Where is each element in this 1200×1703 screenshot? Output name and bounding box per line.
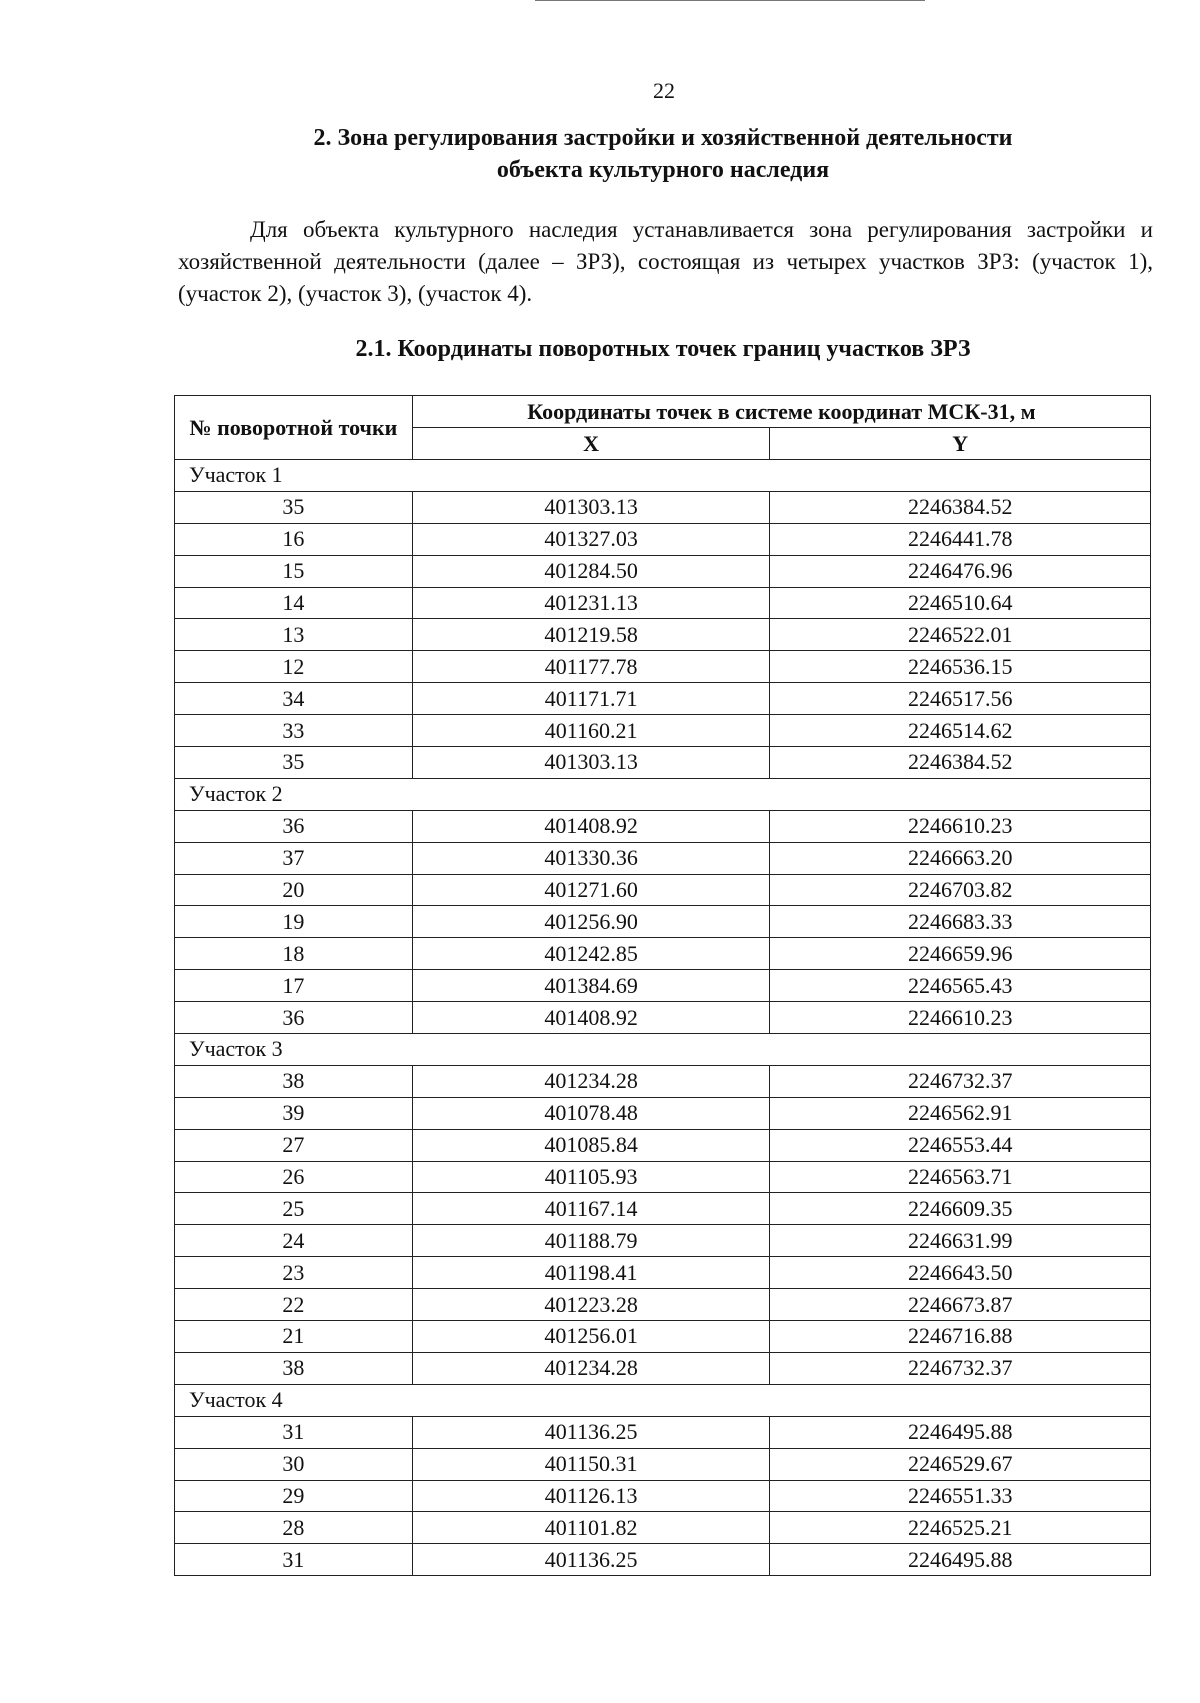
- y-coordinate-cell: 2246683.33: [770, 906, 1151, 938]
- x-coordinate-cell: 401327.03: [412, 523, 770, 555]
- section-row: [175, 778, 1151, 810]
- point-number-cell: 33: [175, 715, 413, 747]
- point-number-cell: 23: [175, 1257, 413, 1289]
- section-row: [175, 460, 1151, 492]
- point-number-cell: 17: [175, 970, 413, 1002]
- table-row: [175, 810, 1151, 842]
- x-coordinate-cell: 401219.58: [412, 619, 770, 651]
- x-coordinate-cell: 401160.21: [412, 715, 770, 747]
- point-number-cell: 29: [175, 1480, 413, 1512]
- table-row: [175, 1480, 1151, 1512]
- section-row: [175, 1034, 1151, 1066]
- point-number-cell: 19: [175, 906, 413, 938]
- table-row: [175, 747, 1151, 779]
- point-number-cell: 12: [175, 651, 413, 683]
- y-coordinate-cell: 2246536.15: [770, 651, 1151, 683]
- table-row: [175, 1065, 1151, 1097]
- table-row: [175, 715, 1151, 747]
- x-coordinate-cell: 401078.48: [412, 1097, 770, 1129]
- point-number-cell: 14: [175, 587, 413, 619]
- y-coordinate-cell: 2246703.82: [770, 874, 1151, 906]
- y-coordinate-cell: 2246553.44: [770, 1129, 1151, 1161]
- point-number-cell: 24: [175, 1225, 413, 1257]
- table-row: [175, 1448, 1151, 1480]
- y-coordinate-cell: 2246643.50: [770, 1257, 1151, 1289]
- point-number-cell: 18: [175, 938, 413, 970]
- point-number-cell: 36: [175, 1002, 413, 1034]
- point-number-cell: 16: [175, 523, 413, 555]
- x-coordinate-cell: 401167.14: [412, 1193, 770, 1225]
- point-number-cell: 31: [175, 1544, 413, 1576]
- x-coordinate-cell: 401198.41: [412, 1257, 770, 1289]
- table-row: [175, 587, 1151, 619]
- table-row: [175, 970, 1151, 1002]
- x-coordinate-cell: 401256.90: [412, 906, 770, 938]
- table-row: [175, 1225, 1151, 1257]
- point-number-cell: 21: [175, 1321, 413, 1353]
- y-coordinate-cell: 2246551.33: [770, 1480, 1151, 1512]
- y-coordinate-cell: 2246495.88: [770, 1416, 1151, 1448]
- table-row: [175, 1161, 1151, 1193]
- x-coordinate-cell: 401303.13: [412, 747, 770, 779]
- x-coordinate-cell: 401231.13: [412, 587, 770, 619]
- y-coordinate-cell: 2246732.37: [770, 1352, 1151, 1384]
- x-coordinate-cell: 401384.69: [412, 970, 770, 1002]
- point-number-cell: 26: [175, 1161, 413, 1193]
- x-coordinate-cell: 401256.01: [412, 1321, 770, 1353]
- table-row: [175, 1544, 1151, 1576]
- point-number-cell: 35: [175, 491, 413, 523]
- y-coordinate-cell: 2246609.35: [770, 1193, 1151, 1225]
- header-y: Y: [770, 428, 1151, 460]
- y-coordinate-cell: 2246562.91: [770, 1097, 1151, 1129]
- y-coordinate-cell: 2246514.62: [770, 715, 1151, 747]
- table-row: [175, 555, 1151, 587]
- point-number-cell: 38: [175, 1065, 413, 1097]
- table-row: [175, 651, 1151, 683]
- y-coordinate-cell: 2246525.21: [770, 1512, 1151, 1544]
- point-number-cell: 15: [175, 555, 413, 587]
- intro-paragraph: Для объекта культурного наследия устанавливается зона регулирования застройки и хозяйственной деятельности (далее – ЗРЗ), состоящая из четырех участков ЗРЗ: (участок 1), (участок 2), (участок 3), (участок 4).: [178, 217, 1153, 306]
- table-row: [175, 842, 1151, 874]
- x-coordinate-cell: 401085.84: [412, 1129, 770, 1161]
- table-row: [175, 1321, 1151, 1353]
- x-coordinate-cell: 401177.78: [412, 651, 770, 683]
- point-number-cell: 25: [175, 1193, 413, 1225]
- point-number-cell: 13: [175, 619, 413, 651]
- table-row: [175, 1289, 1151, 1321]
- table-row: [175, 1416, 1151, 1448]
- y-coordinate-cell: 2246610.23: [770, 1002, 1151, 1034]
- table-row: [175, 1512, 1151, 1544]
- table-row: [175, 1193, 1151, 1225]
- point-number-cell: 22: [175, 1289, 413, 1321]
- y-coordinate-cell: 2246659.96: [770, 938, 1151, 970]
- section-title-cell: Участок 4: [175, 1384, 1151, 1416]
- y-coordinate-cell: 2246510.64: [770, 587, 1151, 619]
- table-row: [175, 1257, 1151, 1289]
- point-number-cell: 38: [175, 1352, 413, 1384]
- y-coordinate-cell: 2246522.01: [770, 619, 1151, 651]
- x-coordinate-cell: 401408.92: [412, 810, 770, 842]
- table-row: [175, 938, 1151, 970]
- y-coordinate-cell: 2246384.52: [770, 747, 1151, 779]
- y-coordinate-cell: 2246565.43: [770, 970, 1151, 1002]
- y-coordinate-cell: 2246631.99: [770, 1225, 1151, 1257]
- section-row: [175, 1384, 1151, 1416]
- y-coordinate-cell: 2246673.87: [770, 1289, 1151, 1321]
- x-coordinate-cell: 401101.82: [412, 1512, 770, 1544]
- point-number-cell: 28: [175, 1512, 413, 1544]
- table-row: [175, 1097, 1151, 1129]
- y-coordinate-cell: 2246441.78: [770, 523, 1151, 555]
- point-number-cell: 37: [175, 842, 413, 874]
- section-title-line-2: объекта культурного наследия: [496, 157, 830, 183]
- point-number-cell: 30: [175, 1448, 413, 1480]
- x-coordinate-cell: 401408.92: [412, 1002, 770, 1034]
- point-number-cell: 20: [175, 874, 413, 906]
- section-title-cell: Участок 1: [175, 460, 1151, 492]
- point-number-cell: 39: [175, 1097, 413, 1129]
- x-coordinate-cell: 401330.36: [412, 842, 770, 874]
- x-coordinate-cell: 401242.85: [412, 938, 770, 970]
- y-coordinate-cell: 2246663.20: [770, 842, 1151, 874]
- table-row: [175, 906, 1151, 938]
- x-coordinate-cell: 401150.31: [412, 1448, 770, 1480]
- table-row: [175, 1129, 1151, 1161]
- subsection-title: 2.1. Координаты поворотных точек границ участков ЗРЗ: [355, 336, 971, 362]
- x-coordinate-cell: 401136.25: [412, 1416, 770, 1448]
- table-row: [175, 1002, 1151, 1034]
- top-rule: [535, 0, 925, 1]
- y-coordinate-cell: 2246476.96: [770, 555, 1151, 587]
- point-number-cell: 34: [175, 683, 413, 715]
- section-title-cell: Участок 2: [175, 778, 1151, 810]
- table-body: [175, 460, 1151, 1576]
- section-title-cell: Участок 3: [175, 1034, 1151, 1066]
- y-coordinate-cell: 2246529.67: [770, 1448, 1151, 1480]
- x-coordinate-cell: 401171.71: [412, 683, 770, 715]
- y-coordinate-cell: 2246716.88: [770, 1321, 1151, 1353]
- header-point-number: № поворотной точки: [175, 396, 413, 460]
- coordinates-table: [174, 395, 1151, 1576]
- x-coordinate-cell: 401234.28: [412, 1352, 770, 1384]
- table-row: [175, 619, 1151, 651]
- y-coordinate-cell: 2246517.56: [770, 683, 1151, 715]
- page-number: 22: [653, 78, 675, 103]
- x-coordinate-cell: 401188.79: [412, 1225, 770, 1257]
- x-coordinate-cell: 401223.28: [412, 1289, 770, 1321]
- point-number-cell: 27: [175, 1129, 413, 1161]
- table-row: [175, 491, 1151, 523]
- point-number-cell: 31: [175, 1416, 413, 1448]
- section-title-line-1: 2. Зона регулирования застройки и хозяйственной деятельности: [313, 125, 1013, 151]
- y-coordinate-cell: 2246732.37: [770, 1065, 1151, 1097]
- table-row: [175, 874, 1151, 906]
- x-coordinate-cell: 401284.50: [412, 555, 770, 587]
- x-coordinate-cell: 401271.60: [412, 874, 770, 906]
- y-coordinate-cell: 2246563.71: [770, 1161, 1151, 1193]
- x-coordinate-cell: 401126.13: [412, 1480, 770, 1512]
- table-row: [175, 523, 1151, 555]
- y-coordinate-cell: 2246384.52: [770, 491, 1151, 523]
- x-coordinate-cell: 401234.28: [412, 1065, 770, 1097]
- point-number-cell: 36: [175, 810, 413, 842]
- x-coordinate-cell: 401303.13: [412, 491, 770, 523]
- x-coordinate-cell: 401105.93: [412, 1161, 770, 1193]
- header-x: X: [412, 428, 770, 460]
- x-coordinate-cell: 401136.25: [412, 1544, 770, 1576]
- header-coordinates: Координаты точек в системе координат МСК-31, м: [412, 396, 1150, 428]
- point-number-cell: 35: [175, 747, 413, 779]
- table-row: [175, 683, 1151, 715]
- table-row: [175, 1352, 1151, 1384]
- y-coordinate-cell: 2246610.23: [770, 810, 1151, 842]
- y-coordinate-cell: 2246495.88: [770, 1544, 1151, 1576]
- section-title: [170, 122, 1156, 186]
